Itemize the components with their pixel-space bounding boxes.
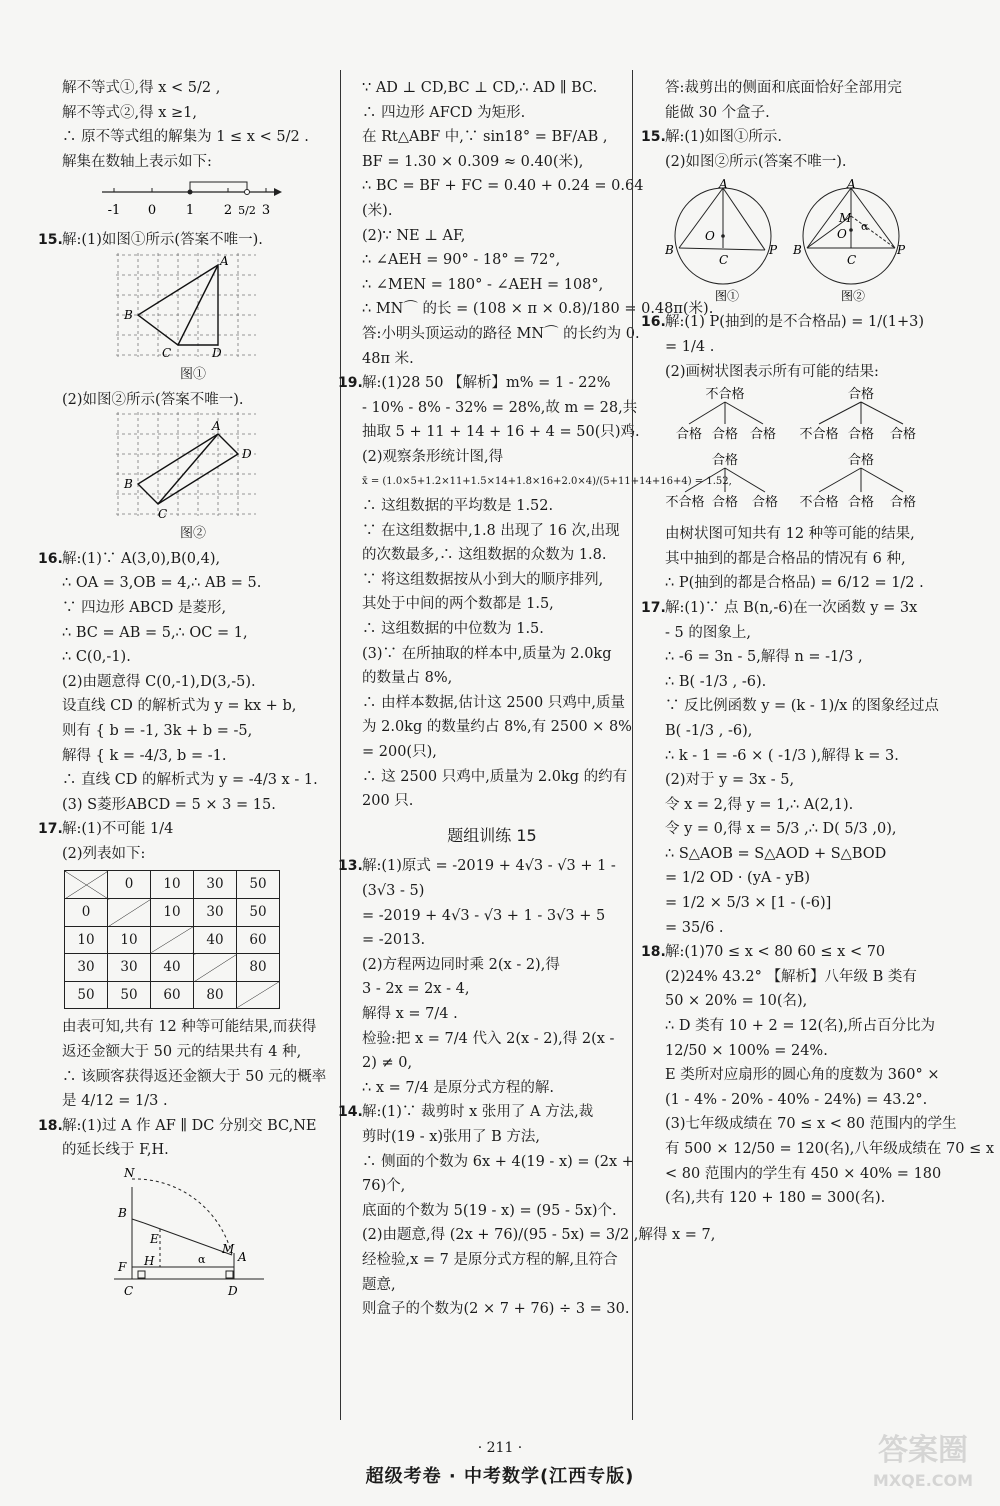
point-label: O [705, 229, 715, 244]
text-line: 返还金额大于 50 元的结果共有 4 种, [62, 1044, 302, 1061]
table-cell-diagonal [65, 871, 108, 899]
point-label: C [124, 1284, 134, 1297]
text-line: (米). [362, 202, 393, 219]
tree-node: 合格 [711, 453, 739, 469]
table-cell: 30 [65, 954, 108, 982]
point-label: E [150, 1232, 159, 1246]
question-number: 15. [38, 232, 63, 249]
text-line: 则有 { b = -1, 3k + b = -5, [62, 722, 253, 739]
text-line: 令 x = 2,得 y = 1,∴ A(2,1). [665, 796, 854, 813]
table-row [65, 954, 280, 982]
table-cell: 30 [194, 899, 237, 927]
text-line: ∴ 直线 CD 的解析式为 y = -4/3 x - 1. [62, 772, 318, 789]
table-cell: 50 [65, 981, 108, 1009]
section-heading: 题组训练 15 [447, 825, 537, 845]
point-label: D [242, 447, 252, 462]
grid-figure-1 [116, 253, 266, 363]
column-right [641, 76, 995, 1211]
text-line: (2)24% 43.2° 【解析】八年级 B 类有 [665, 968, 917, 985]
text-line: (2)如图②所示(答案不唯一). [62, 391, 244, 408]
text-line: 令 y = 0,得 x = 5/3 ,∴ D( 5/3 ,0), [665, 821, 897, 838]
text-line: B( -1/3 , -6), [665, 722, 753, 739]
text-line: 由树状图可知共有 12 种等可能的结果, [665, 526, 915, 543]
text-line: (3)∵ 在所抽取的样本中,质量为 2.0kg [362, 645, 612, 662]
point-label: M [839, 211, 852, 226]
point-label: M [222, 1242, 235, 1256]
table-cell: 30 [108, 954, 151, 982]
point-label: B [793, 243, 802, 258]
text-line: - 10% - 8% - 32% = 28%,故 m = 28,共 [362, 399, 638, 416]
text-line: ∴ 原不等式组的解集为 1 ≤ x < 5/2 . [62, 129, 309, 146]
angle-label: α [198, 1253, 206, 1266]
text-line: (2)对于 y = 3x - 5, [665, 772, 795, 789]
text-line: 题意, [362, 1276, 396, 1293]
text-line: BF = 1.30 × 0.309 ≈ 0.40(米), [362, 153, 584, 170]
text-line: (2)∵ NE ⊥ AF, [362, 227, 466, 244]
table-cell: 0 [65, 899, 108, 927]
text-line: (1 - 4% - 20% - 40% - 24%) = 43.2°. [665, 1091, 928, 1108]
text-line: 2) ≠ 0, [362, 1055, 413, 1072]
tree-node: 合格 [889, 495, 917, 511]
table-cell: 50 [237, 899, 280, 927]
tree-node: 合格 [847, 387, 875, 403]
figure-caption: 图① [715, 289, 740, 304]
axis-tick-label: -1 [107, 203, 121, 219]
text-line: 答:裁剪出的侧面和底面恰好全部用完 [665, 80, 902, 96]
grid-figure-2 [116, 412, 266, 522]
text-line: ∴ 由样本数据,估计这 2500 只鸡中,质量 [362, 694, 625, 711]
axis-tick-label: 1 [185, 203, 195, 219]
column-left [38, 76, 327, 1301]
text-line: 为 2.0kg 的数量约占 8%,有 2500 × 8% [362, 719, 632, 736]
text-line: 的次数最多,∴ 这组数据的众数为 1.8. [362, 547, 607, 564]
outcome-table [64, 870, 280, 1009]
question-number: 13. [338, 858, 363, 875]
text-line: = 1/2 × 5/3 × [1 - (-6)] [665, 895, 832, 912]
tree-node: 合格 [847, 453, 875, 469]
tree-node: 合格 [751, 495, 779, 511]
point-label: B [118, 1206, 127, 1220]
text-line: 其中抽到的都是合格品的情况有 6 种, [665, 550, 906, 567]
point-label: C [847, 253, 857, 268]
text-line: x̄ = (1.0×5+1.2×11+1.5×14+1.8×16+2.0×4)/(5+11+14+16+4) = 1.52, [362, 475, 732, 487]
axis-tick-label: 3 [261, 203, 271, 219]
text-line: 解:(1)∵ 裁剪时 x 张用了 A 方法,裁 [362, 1104, 594, 1121]
table-cell: 80 [237, 954, 280, 982]
text-line: (2)列表如下: [62, 845, 146, 862]
text-line: (3√3 - 5) [362, 883, 425, 899]
table-cell: 50 [237, 871, 280, 899]
text-line: ∴ -6 = 3n - 5,解得 n = -1/3 , [665, 649, 863, 666]
question-number: 19. [338, 375, 363, 392]
text-line: ∴ C(0,-1). [62, 649, 131, 666]
text-line: ∵ 在这组数据中,1.8 出现了 16 次,出现 [362, 522, 620, 539]
book-title: 超级考卷 · 中考数学(江西专版) [365, 1466, 635, 1487]
point-label: A [719, 178, 728, 192]
question-number: 17. [641, 599, 666, 616]
text-line: ∴ 侧面的个数为 6x + 4(19 - x) = (2x + [362, 1153, 634, 1170]
text-line: ∴ k - 1 = -6 × ( -1/3 ),解得 k = 3. [665, 747, 899, 764]
text-line: 12/50 × 100% = 24%. [665, 1042, 828, 1059]
text-line: ∴ 这组数据的平均数是 1.52. [362, 498, 554, 515]
point-label: P [769, 243, 778, 258]
text-line: E 类所对应扇形的圆心角的度数为 360° × [665, 1067, 940, 1084]
table-cell: 50 [108, 981, 151, 1009]
tree-node: 不合格 [799, 495, 839, 511]
text-line: 的延长线于 F,H. [62, 1142, 169, 1159]
text-line: 解:(1)过 A 作 AF ∥ DC 分别交 BC,NE [62, 1117, 317, 1134]
text-line: 48π 米. [362, 350, 414, 367]
point-label: C [162, 345, 172, 360]
text-line: ∵ 将这组数据按从小到大的顺序排列, [362, 571, 604, 588]
text-line: 有 500 × 12/50 = 120(名),八年级成绩在 70 ≤ x [665, 1141, 995, 1157]
text-line: ∵ AD ⊥ CD,BC ⊥ CD,∴ AD ∥ BC. [362, 80, 598, 96]
table-cell: 10 [151, 871, 194, 899]
text-line: 解:(1)∵ A(3,0),B(0,4), [62, 550, 221, 567]
text-line: 的数量占 8%, [362, 670, 453, 687]
text-line: 解集在数轴上表示如下: [62, 153, 212, 170]
text-line: 剪时(19 - x)张用了 B 方法, [362, 1128, 541, 1145]
question-number: 14. [338, 1104, 363, 1121]
table-cell: 10 [151, 899, 194, 927]
text-line: (2)由题意得 C(0,-1),D(3,-5). [62, 673, 256, 690]
text-line: 76)个, [362, 1178, 406, 1195]
point-label: N [124, 1167, 135, 1180]
text-line: 解:(1)28 50 【解析】m% = 1 - 22% [362, 375, 611, 392]
text-line: 经检验,x = 7 是原分式方程的解,且符合 [362, 1251, 618, 1268]
tree-node: 合格 [889, 427, 917, 443]
circle-figures [665, 178, 915, 306]
text-line: = 1/2 OD · (yA - yB) [665, 870, 810, 887]
text-line: - 5 的图象上, [665, 624, 751, 641]
point-label: O [837, 227, 847, 242]
table-cell: 60 [151, 981, 194, 1009]
text-line: ∴ B( -1/3 , -6). [665, 673, 767, 690]
column-divider [340, 70, 341, 1420]
geometry-figure-swing [114, 1167, 274, 1297]
question-number: 18. [38, 1117, 63, 1134]
point-label: C [158, 507, 168, 522]
figure-caption: 图① [179, 366, 206, 382]
point-label: P [897, 243, 906, 258]
point-label: B [124, 307, 133, 322]
text-line: (2)由题意,得 (2x + 76)/(95 - 5x) = 3/2 ,解得 x = 7, [362, 1227, 716, 1244]
tree-node: 不合格 [799, 427, 839, 443]
text-line: 解不等式②,得 x ≥1, [62, 104, 197, 121]
text-line: ∴ 该顾客获得返还金额大于 50 元的概率 [62, 1068, 327, 1085]
table-row [65, 899, 280, 927]
text-line: (2)方程两边同时乘 2(x - 2),得 [362, 956, 560, 973]
figure-caption: 图② [841, 289, 866, 304]
text-line: ∴ BC = AB = 5,∴ OC = 1, [62, 624, 248, 641]
text-line: (名),共有 120 + 180 = 300(名). [665, 1190, 886, 1207]
text-line: 解得 x = 7/4 . [362, 1005, 458, 1022]
text-line: 3 - 2x = 2x - 4, [362, 981, 470, 998]
text-line: 解:(1) P(抽到的是不合格品) = 1/(1+3) [665, 314, 924, 331]
question-number: 15. [641, 129, 666, 146]
tree-node: 不合格 [665, 495, 705, 511]
point-label: A [220, 253, 229, 268]
text-line: = -2013. [362, 932, 426, 949]
tree-node: 合格 [711, 427, 739, 443]
text-line: (3) S菱形ABCD = 5 × 3 = 15. [62, 796, 276, 813]
tree-node: 合格 [847, 495, 875, 511]
axis-tick-label: 0 [147, 203, 157, 219]
text-line: 是 4/12 = 1/3 . [62, 1093, 168, 1110]
text-line: 200 只. [362, 793, 414, 810]
question-number: 17. [38, 821, 63, 838]
text-line: 其处于中间的两个数都是 1.5, [362, 596, 554, 613]
text-line: ∴ D 类有 10 + 2 = 12(名),所占百分比为 [665, 1018, 935, 1035]
text-line: ∴ S△AOB = S△AOD + S△BOD [665, 845, 887, 862]
table-cell: 10 [108, 926, 151, 954]
tree-node: 合格 [847, 427, 875, 443]
watermark-logo [858, 1420, 988, 1500]
point-label: A [238, 1250, 247, 1264]
text-line: 设直线 CD 的解析式为 y = kx + b, [62, 698, 297, 715]
table-row [65, 871, 280, 899]
point-label: H [144, 1254, 155, 1268]
text-line: 由表可知,共有 12 种等可能结果,而获得 [62, 1019, 317, 1036]
table-cell-diagonal [237, 981, 280, 1009]
text-line: 则盒子的个数为(2 × 7 + 76) ÷ 3 = 30. [362, 1301, 630, 1318]
watermark-url: MXQE.COM [872, 1471, 974, 1490]
tree-node: 合格 [711, 495, 739, 511]
text-line: ∴ x = 7/4 是原分式方程的解. [362, 1079, 554, 1096]
text-line: = 35/6 . [665, 919, 724, 936]
question-number: 16. [641, 314, 666, 331]
table-cell: 10 [65, 926, 108, 954]
point-label: F [118, 1260, 127, 1274]
point-label: A [847, 178, 856, 192]
table-cell: 0 [108, 871, 151, 899]
question-number: 18. [641, 944, 666, 961]
text-line: ∴ 四边形 AFCD 为矩形. [362, 104, 526, 121]
text-line: 底面的个数为 5(19 - x) = (95 - 5x)个. [362, 1202, 617, 1219]
table-cell-diagonal [108, 899, 151, 927]
axis-tick-label: 2 [223, 203, 233, 219]
text-line: (3)七年级成绩在 70 ≤ x < 80 范围内的学生 [665, 1116, 957, 1133]
page-number: · 211 · [477, 1440, 523, 1456]
figure-caption: 图② [179, 526, 206, 542]
text-line: ∴ OA = 3,OB = 4,∴ AB = 5. [62, 575, 262, 592]
table-cell-diagonal [151, 926, 194, 954]
tree-node: 不合格 [705, 387, 745, 403]
table-row [65, 981, 280, 1009]
text-line: 解不等式①,得 x < 5/2 , [62, 80, 221, 96]
text-line: (2)观察条形统计图,得 [362, 448, 504, 465]
text-line: ∴ ∠AEH = 90° - 18° = 72°, [362, 252, 561, 269]
text-line: 解:(1)如图①所示(答案不唯一). [62, 232, 263, 249]
text-line: 检验:把 x = 7/4 代入 2(x - 2),得 2(x - [362, 1030, 615, 1047]
text-line: 50 × 20% = 10(名), [665, 993, 808, 1010]
number-line-figure [62, 178, 282, 224]
tree-node: 合格 [675, 427, 703, 443]
text-line: ∵ 四边形 ABCD 是菱形, [62, 599, 227, 616]
text-line: 解:(1)∵ 点 B(n,-6)在一次函数 y = 3x [665, 599, 918, 616]
watermark-text: 答案圈 [878, 1433, 968, 1468]
text-line: ∴ BC = BF + FC = 0.40 + 0.24 = 0.64 [362, 178, 644, 195]
table-cell: 30 [194, 871, 237, 899]
tree-node: 合格 [749, 427, 777, 443]
text-line: ∴ 这 2500 只鸡中,质量为 2.0kg 的约有 [362, 768, 628, 785]
text-line: = 200(只), [362, 744, 437, 761]
text-line: 能做 30 个盒子. [665, 104, 770, 121]
text-line: 解:(1)如图①所示. [665, 129, 783, 146]
text-line: 抽取 5 + 11 + 14 + 16 + 4 = 50(只)鸡. [362, 424, 640, 441]
text-line: ∴ MN⌒ 的长 = (108 × π × 0.8)/180 = 0.48π(米). [362, 301, 714, 318]
text-line: (2)如图②所示(答案不唯一). [665, 153, 847, 170]
column-divider [632, 70, 633, 1420]
table-cell: 40 [151, 954, 194, 982]
point-label: C [719, 253, 729, 268]
text-line: ∴ P(抽到的都是合格品) = 6/12 = 1/2 . [665, 575, 924, 592]
text-line: = 1/4 . [665, 338, 715, 355]
text-line: 解:(1)不可能 1/4 [62, 821, 174, 838]
text-line: ∴ 这组数据的中位数为 1.5. [362, 621, 544, 638]
text-line: = -2019 + 4√3 - √3 + 1 - 3√3 + 5 [362, 907, 606, 924]
table-cell: 80 [194, 981, 237, 1009]
point-label: D [228, 1284, 238, 1297]
axis-tick-label: 5/2 [238, 204, 256, 218]
text-line: ∵ 反比例函数 y = (k - 1)/x 的图象经过点 [665, 698, 939, 715]
text-line: 解得 { k = -4/3, b = -1. [62, 747, 227, 764]
text-line: 在 Rt△ABF 中,∵ sin18° = BF/AB , [362, 129, 608, 146]
text-line: 解:(1)原式 = -2019 + 4√3 - √3 + 1 - [362, 858, 616, 875]
text-line: (2)画树状图表示所有可能的结果: [665, 363, 879, 380]
table-cell-diagonal [194, 954, 237, 982]
text-line: < 80 范围内的学生有 450 × 40% = 180 [665, 1165, 942, 1182]
table-cell: 40 [194, 926, 237, 954]
question-number: 16. [38, 550, 63, 567]
point-label: B [124, 477, 133, 492]
text-line: 解:(1)70 ≤ x < 80 60 ≤ x < 70 [665, 944, 886, 961]
point-label: B [665, 243, 674, 258]
table-row [65, 926, 280, 954]
tree-diagram [665, 384, 935, 522]
point-label: D [212, 345, 222, 360]
table-cell: 60 [237, 926, 280, 954]
text-line: ∴ ∠MEN = 180° - ∠AEH = 108°, [362, 276, 604, 293]
text-line: 答:小明头顶运动的路径 MN⌒ 的长约为 0. [362, 325, 640, 342]
point-label: A [212, 419, 221, 434]
angle-label: α [861, 220, 869, 234]
